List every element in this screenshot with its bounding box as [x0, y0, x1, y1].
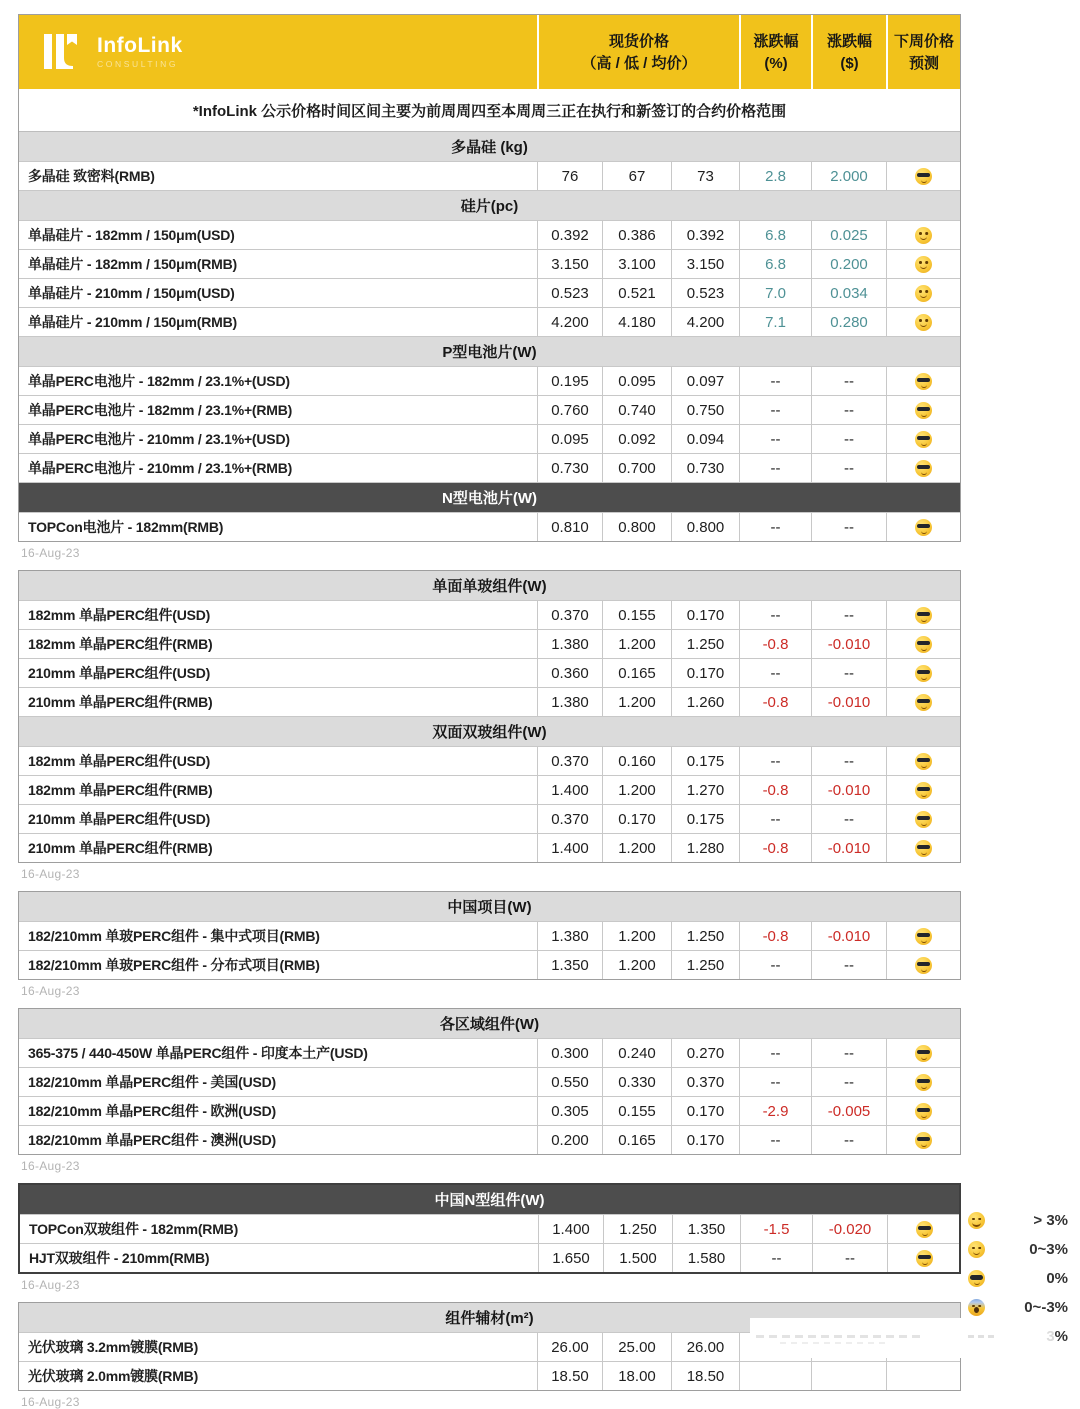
- price-low: 0.170: [602, 805, 671, 833]
- price-high: 1.650: [538, 1244, 603, 1272]
- row-label: 182mm 单晶PERC组件(USD): [28, 607, 211, 623]
- change-usd: --: [811, 805, 886, 833]
- forecast-cell: [886, 162, 960, 190]
- row-label: 单晶硅片 - 182mm / 150μm(RMB): [28, 256, 237, 272]
- price-high: 0.550: [537, 1068, 602, 1096]
- forecast-cell: [886, 834, 960, 862]
- change-pct: --: [739, 425, 811, 453]
- change-pct: 7.0: [739, 279, 811, 307]
- change-usd: [811, 1362, 886, 1390]
- section-header: P型电池片(W): [19, 337, 960, 367]
- price-high: 1.350: [537, 951, 602, 979]
- change-pct: -2.9: [739, 1097, 811, 1125]
- date-stamp: 16-Aug-23: [21, 1159, 80, 1173]
- change-pct: --: [739, 367, 811, 395]
- change-usd: --: [811, 454, 886, 482]
- section-header: 多晶硅 (kg): [19, 132, 960, 162]
- price-high: 1.380: [537, 922, 602, 950]
- table-row: [19, 601, 960, 630]
- price-high: 1.400: [538, 1215, 603, 1243]
- change-usd: --: [811, 1126, 886, 1154]
- cool-emoji: [915, 519, 932, 536]
- change-usd: --: [811, 747, 886, 775]
- forecast-cell: [886, 221, 960, 249]
- price-high: 26.00: [537, 1333, 602, 1361]
- col-header-change-pct: 涨跌幅 (%): [739, 15, 811, 89]
- row-label: 单晶PERC电池片 - 182mm / 23.1%+(RMB): [28, 402, 293, 418]
- change-pct: --: [739, 951, 811, 979]
- table-row: [19, 922, 960, 951]
- price-high: 0.360: [537, 659, 602, 687]
- table-row: [19, 1097, 960, 1126]
- price-low: 0.165: [602, 1126, 671, 1154]
- cool-emoji: [915, 168, 932, 185]
- change-usd: --: [811, 659, 886, 687]
- table-row: [19, 250, 960, 279]
- price-low: 0.095: [602, 367, 671, 395]
- section-header: 各区域组件(W): [19, 1009, 960, 1039]
- forecast-cell: [886, 454, 960, 482]
- price-low: 67: [602, 162, 671, 190]
- row-label: 光伏玻璃 2.0mm镀膜(RMB): [28, 1368, 199, 1384]
- change-pct: --: [739, 1068, 811, 1096]
- table-row: [19, 659, 960, 688]
- price-avg: 0.523: [671, 279, 739, 307]
- cool-emoji: [915, 1103, 932, 1120]
- smile-emoji: [915, 285, 932, 302]
- change-pct: -0.8: [739, 834, 811, 862]
- row-label: TOPCon电池片 - 182mm(RMB): [28, 519, 224, 535]
- change-usd: 0.200: [811, 250, 886, 278]
- change-pct: -0.8: [739, 630, 811, 658]
- row-label: 365-375 / 440-450W 单晶PERC组件 - 印度本土产(USD): [28, 1045, 368, 1061]
- cool-emoji: [915, 811, 932, 828]
- change-usd: --: [812, 1244, 887, 1272]
- price-avg: 1.280: [671, 834, 739, 862]
- price-high: 0.095: [537, 425, 602, 453]
- price-avg: 0.170: [671, 1126, 739, 1154]
- row-label: 210mm 单晶PERC组件(RMB): [28, 694, 213, 710]
- change-usd: -0.005: [811, 1097, 886, 1125]
- change-pct: --: [739, 1039, 811, 1067]
- table-row: [19, 221, 960, 250]
- price-low: 25.00: [602, 1333, 671, 1361]
- row-label: 182/210mm 单晶PERC组件 - 美国(USD): [28, 1074, 277, 1090]
- forecast-cell: [886, 425, 960, 453]
- price-low: 1.200: [602, 834, 671, 862]
- price-avg: 1.250: [671, 951, 739, 979]
- forecast-cell: [886, 1039, 960, 1067]
- forecast-cell: [886, 776, 960, 804]
- table-row: [19, 688, 960, 717]
- forecast-cell: [887, 1215, 961, 1243]
- cool-emoji: [915, 840, 932, 857]
- price-avg: 0.170: [671, 1097, 739, 1125]
- cool-emoji: [916, 1250, 933, 1267]
- price-high: 0.760: [537, 396, 602, 424]
- table-row: [19, 308, 960, 337]
- sections-regional-modules: [19, 1009, 960, 1154]
- price-high: 0.810: [537, 513, 602, 541]
- price-avg: 0.175: [671, 747, 739, 775]
- cool-emoji: [915, 665, 932, 682]
- price-low: 0.092: [602, 425, 671, 453]
- price-low: 18.00: [602, 1362, 671, 1390]
- date-stamp: 16-Aug-23: [21, 984, 80, 998]
- cool-emoji: [915, 402, 932, 419]
- price-avg: 0.170: [671, 601, 739, 629]
- price-avg: 1.580: [672, 1244, 740, 1272]
- table-row: [19, 1362, 960, 1390]
- price-avg: 0.270: [671, 1039, 739, 1067]
- table-row: [19, 1039, 960, 1068]
- row-label: HJT双玻组件 - 210mm(RMB): [29, 1250, 210, 1266]
- change-pct: --: [739, 454, 811, 482]
- price-low: 0.165: [602, 659, 671, 687]
- change-usd: -0.010: [811, 922, 886, 950]
- price-low: 0.800: [602, 513, 671, 541]
- change-pct: --: [739, 659, 811, 687]
- price-avg: 1.270: [671, 776, 739, 804]
- table-row: [19, 396, 960, 425]
- price-high: 0.370: [537, 747, 602, 775]
- table-row: [20, 1215, 959, 1244]
- price-low: 0.521: [602, 279, 671, 307]
- price-avg: 26.00: [671, 1333, 739, 1361]
- price-high: 76: [537, 162, 602, 190]
- smile-emoji: [915, 227, 932, 244]
- change-pct: [739, 1362, 811, 1390]
- section-header: 单面单玻组件(W): [19, 571, 960, 601]
- section-header: 双面双玻组件(W): [19, 717, 960, 747]
- erased-watermark-area: [750, 1318, 966, 1358]
- brand: [19, 15, 537, 89]
- change-usd: --: [811, 1039, 886, 1067]
- table-row: [19, 805, 960, 834]
- block-main: [18, 14, 961, 542]
- price-low: 0.160: [602, 747, 671, 775]
- legend-item: [968, 1235, 1068, 1264]
- cool-emoji: [915, 1132, 932, 1149]
- price-high: 0.370: [537, 601, 602, 629]
- cool-emoji: [915, 957, 932, 974]
- price-high: 0.392: [537, 221, 602, 249]
- change-usd: -0.010: [811, 630, 886, 658]
- price-avg: 0.730: [671, 454, 739, 482]
- price-high: 0.730: [537, 454, 602, 482]
- change-pct: -0.8: [739, 688, 811, 716]
- row-label: 210mm 单晶PERC组件(USD): [28, 811, 211, 827]
- row-label: 182mm 单晶PERC组件(USD): [28, 753, 211, 769]
- change-pct: -0.8: [739, 776, 811, 804]
- forecast-cell: [886, 601, 960, 629]
- legend-item: [968, 1322, 1068, 1351]
- price-low: 0.155: [602, 1097, 671, 1125]
- grin-emoji: [968, 1212, 985, 1229]
- row-label: TOPCon双玻组件 - 182mm(RMB): [29, 1221, 239, 1237]
- row-label: 210mm 单晶PERC组件(USD): [28, 665, 211, 681]
- row-label: 光伏玻璃 3.2mm镀膜(RMB): [28, 1339, 199, 1355]
- forecast-cell: [886, 630, 960, 658]
- date-stamp: 16-Aug-23: [21, 1395, 80, 1409]
- price-avg: 73: [671, 162, 739, 190]
- change-usd: --: [811, 951, 886, 979]
- price-avg: 1.250: [671, 922, 739, 950]
- cool-emoji: [915, 928, 932, 945]
- forecast-cell: [886, 659, 960, 687]
- change-pct: -0.8: [739, 922, 811, 950]
- change-pct: -1.5: [740, 1215, 812, 1243]
- change-pct: --: [739, 1126, 811, 1154]
- table-row: [19, 747, 960, 776]
- price-avg: 3.150: [671, 250, 739, 278]
- price-high: 1.400: [537, 834, 602, 862]
- cool-emoji: [915, 694, 932, 711]
- change-pct: --: [739, 747, 811, 775]
- section-header: 中国项目(W): [19, 892, 960, 922]
- row-label: 182mm 单晶PERC组件(RMB): [28, 636, 213, 652]
- forecast-cell: [886, 396, 960, 424]
- change-pct: --: [739, 513, 811, 541]
- price-low: 0.155: [602, 601, 671, 629]
- row-label: 182/210mm 单玻PERC组件 - 集中式项目(RMB): [28, 928, 320, 944]
- row-label: 单晶PERC电池片 - 210mm / 23.1%+(RMB): [28, 460, 293, 476]
- sections-modules: [19, 571, 960, 862]
- cool-emoji: [915, 460, 932, 477]
- block-china-ntype-modules: [18, 1183, 961, 1274]
- price-high: 4.200: [537, 308, 602, 336]
- forecast-cell: [886, 308, 960, 336]
- price-avg: 1.350: [672, 1215, 740, 1243]
- price-low: 0.330: [602, 1068, 671, 1096]
- section-header: N型电池片(W): [19, 483, 960, 513]
- price-avg: 0.094: [671, 425, 739, 453]
- change-pct: 6.8: [739, 221, 811, 249]
- forecast-cell: [886, 1068, 960, 1096]
- block-regional-modules: [18, 1008, 961, 1155]
- price-low: 1.500: [603, 1244, 672, 1272]
- smile-emoji: [915, 314, 932, 331]
- cool-emoji: [915, 753, 932, 770]
- price-high: 1.400: [537, 776, 602, 804]
- legend-label: > 3%: [1033, 1212, 1068, 1229]
- table-row: [19, 454, 960, 483]
- table-row: [19, 513, 960, 541]
- forecast-cell: [886, 951, 960, 979]
- table-row: [19, 279, 960, 308]
- date-stamp: 16-Aug-23: [21, 1278, 80, 1292]
- section-header: 组件辅材(m²): [19, 1303, 960, 1333]
- legend-item: [968, 1206, 1068, 1235]
- price-high: 0.200: [537, 1126, 602, 1154]
- forecast-cell: [886, 1362, 960, 1390]
- table-row: [19, 951, 960, 979]
- change-usd: --: [811, 367, 886, 395]
- erased-emoji: [968, 1335, 998, 1338]
- change-pct: --: [739, 805, 811, 833]
- price-high: 3.150: [537, 250, 602, 278]
- forecast-cell: [886, 688, 960, 716]
- block-modules: [18, 570, 961, 863]
- change-usd: -0.010: [811, 688, 886, 716]
- price-high: 0.300: [537, 1039, 602, 1067]
- change-pct: --: [739, 396, 811, 424]
- table-row: [19, 776, 960, 805]
- row-label: 182/210mm 单晶PERC组件 - 欧洲(USD): [28, 1103, 277, 1119]
- legend-label: 0~-3%: [1024, 1299, 1068, 1316]
- cool-emoji: [915, 1074, 932, 1091]
- row-label: 182/210mm 单玻PERC组件 - 分布式项目(RMB): [28, 957, 320, 973]
- change-usd: --: [811, 396, 886, 424]
- table-row: [19, 162, 960, 191]
- change-usd: 0.025: [811, 221, 886, 249]
- forecast-cell: [886, 747, 960, 775]
- price-low: 1.200: [602, 776, 671, 804]
- row-label: 单晶PERC电池片 - 182mm / 23.1%+(USD): [28, 373, 290, 389]
- price-avg: 0.170: [671, 659, 739, 687]
- cool-emoji: [916, 1221, 933, 1238]
- price-low: 0.700: [602, 454, 671, 482]
- table-row: [19, 630, 960, 659]
- sections-china-projects: [19, 892, 960, 979]
- price-avg: 0.097: [671, 367, 739, 395]
- brand-subtitle: CONSULTING: [97, 59, 179, 70]
- legend-item: [968, 1264, 1068, 1293]
- change-pct: --: [739, 601, 811, 629]
- price-high: 18.50: [537, 1362, 602, 1390]
- change-usd: -0.010: [811, 776, 886, 804]
- price-high: 0.370: [537, 805, 602, 833]
- infolink-logo-icon: [39, 31, 85, 73]
- price-avg: 0.392: [671, 221, 739, 249]
- row-label: 单晶硅片 - 210mm / 150μm(USD): [28, 285, 235, 301]
- forecast-cell: [886, 805, 960, 833]
- cool-emoji: [968, 1270, 985, 1287]
- row-label: 210mm 单晶PERC组件(RMB): [28, 840, 213, 856]
- change-usd: --: [811, 513, 886, 541]
- cool-emoji: [915, 373, 932, 390]
- forecast-cell: [886, 922, 960, 950]
- table-row: [19, 1126, 960, 1154]
- price-avg: 1.250: [671, 630, 739, 658]
- change-usd: 2.000: [811, 162, 886, 190]
- change-usd: -0.010: [811, 834, 886, 862]
- forecast-cell: [886, 367, 960, 395]
- sections-china-ntype: [20, 1185, 959, 1272]
- sections-polysilicon-wafer-cell: [19, 132, 960, 541]
- forecast-cell: [886, 1097, 960, 1125]
- cool-emoji: [915, 431, 932, 448]
- forecast-cell: [886, 1126, 960, 1154]
- table-row: [19, 1068, 960, 1097]
- date-stamp: 16-Aug-23: [21, 867, 80, 881]
- legend-label: 0%: [1046, 1270, 1068, 1287]
- col-header-forecast: 下周价格 预测: [886, 15, 960, 89]
- price-low: 0.740: [602, 396, 671, 424]
- price-high: 1.380: [537, 688, 602, 716]
- price-low: 4.180: [602, 308, 671, 336]
- cool-emoji: [915, 782, 932, 799]
- col-header-spot-price: 现货价格 （高 / 低 / 均价）: [537, 15, 739, 89]
- price-high: 0.305: [537, 1097, 602, 1125]
- price-avg: 0.370: [671, 1068, 739, 1096]
- table-header-row: [19, 15, 960, 89]
- price-avg: 0.800: [671, 513, 739, 541]
- price-low: 1.200: [602, 688, 671, 716]
- legend-label: 0~3%: [1029, 1241, 1068, 1258]
- forecast-cell: [886, 279, 960, 307]
- change-pct: 6.8: [739, 250, 811, 278]
- scream-emoji: [968, 1299, 985, 1316]
- change-usd: --: [811, 601, 886, 629]
- date-stamp: 16-Aug-23: [21, 546, 80, 560]
- price-high: 1.380: [537, 630, 602, 658]
- brand-name: InfoLink: [97, 34, 183, 58]
- legend-label: 3%: [1046, 1328, 1068, 1345]
- price-low: 0.240: [602, 1039, 671, 1067]
- table-row: [19, 425, 960, 454]
- row-label: 单晶PERC电池片 - 210mm / 23.1%+(USD): [28, 431, 290, 447]
- row-label: 单晶硅片 - 210mm / 150μm(RMB): [28, 314, 237, 330]
- forecast-cell: [886, 513, 960, 541]
- price-high: 0.195: [537, 367, 602, 395]
- price-avg: 0.175: [671, 805, 739, 833]
- legend-item: [968, 1293, 1068, 1322]
- table-row: [19, 834, 960, 862]
- price-avg: 1.260: [671, 688, 739, 716]
- row-label: 182mm 单晶PERC组件(RMB): [28, 782, 213, 798]
- change-pct: --: [740, 1244, 812, 1272]
- price-low: 1.250: [603, 1215, 672, 1243]
- change-pct: 2.8: [739, 162, 811, 190]
- change-usd: --: [811, 1068, 886, 1096]
- change-usd: 0.034: [811, 279, 886, 307]
- row-label: 182/210mm 单晶PERC组件 - 澳洲(USD): [28, 1132, 277, 1148]
- price-period-note: *InfoLink 公示价格时间区间主要为前周周四至本周周三正在执行和新签订的合约价格范围: [19, 89, 960, 132]
- change-pct: 7.1: [739, 308, 811, 336]
- block-china-projects: [18, 891, 961, 980]
- section-header: 硅片(pc): [19, 191, 960, 221]
- table-row: [19, 367, 960, 396]
- price-avg: 0.750: [671, 396, 739, 424]
- change-usd: --: [811, 425, 886, 453]
- forecast-cell: [887, 1244, 961, 1272]
- table-row: [20, 1244, 959, 1272]
- forecast-legend: [968, 1206, 1068, 1351]
- row-label: 单晶硅片 - 182mm / 150μm(USD): [28, 227, 235, 243]
- cool-emoji: [915, 607, 932, 624]
- cool-emoji: [915, 1045, 932, 1062]
- change-usd: 0.280: [811, 308, 886, 336]
- price-high: 0.523: [537, 279, 602, 307]
- price-low: 3.100: [602, 250, 671, 278]
- forecast-cell: [886, 250, 960, 278]
- price-avg: 4.200: [671, 308, 739, 336]
- section-header: 中国N型组件(W): [20, 1185, 959, 1215]
- price-avg: 18.50: [671, 1362, 739, 1390]
- row-label: 多晶硅 致密料(RMB): [28, 168, 155, 184]
- smile-emoji: [915, 256, 932, 273]
- smile-emoji: [968, 1241, 985, 1258]
- col-header-change-usd: 涨跌幅 ($): [811, 15, 886, 89]
- price-low: 1.200: [602, 951, 671, 979]
- change-usd: -0.020: [812, 1215, 887, 1243]
- price-low: 1.200: [602, 922, 671, 950]
- cool-emoji: [915, 636, 932, 653]
- price-low: 1.200: [602, 630, 671, 658]
- price-low: 0.386: [602, 221, 671, 249]
